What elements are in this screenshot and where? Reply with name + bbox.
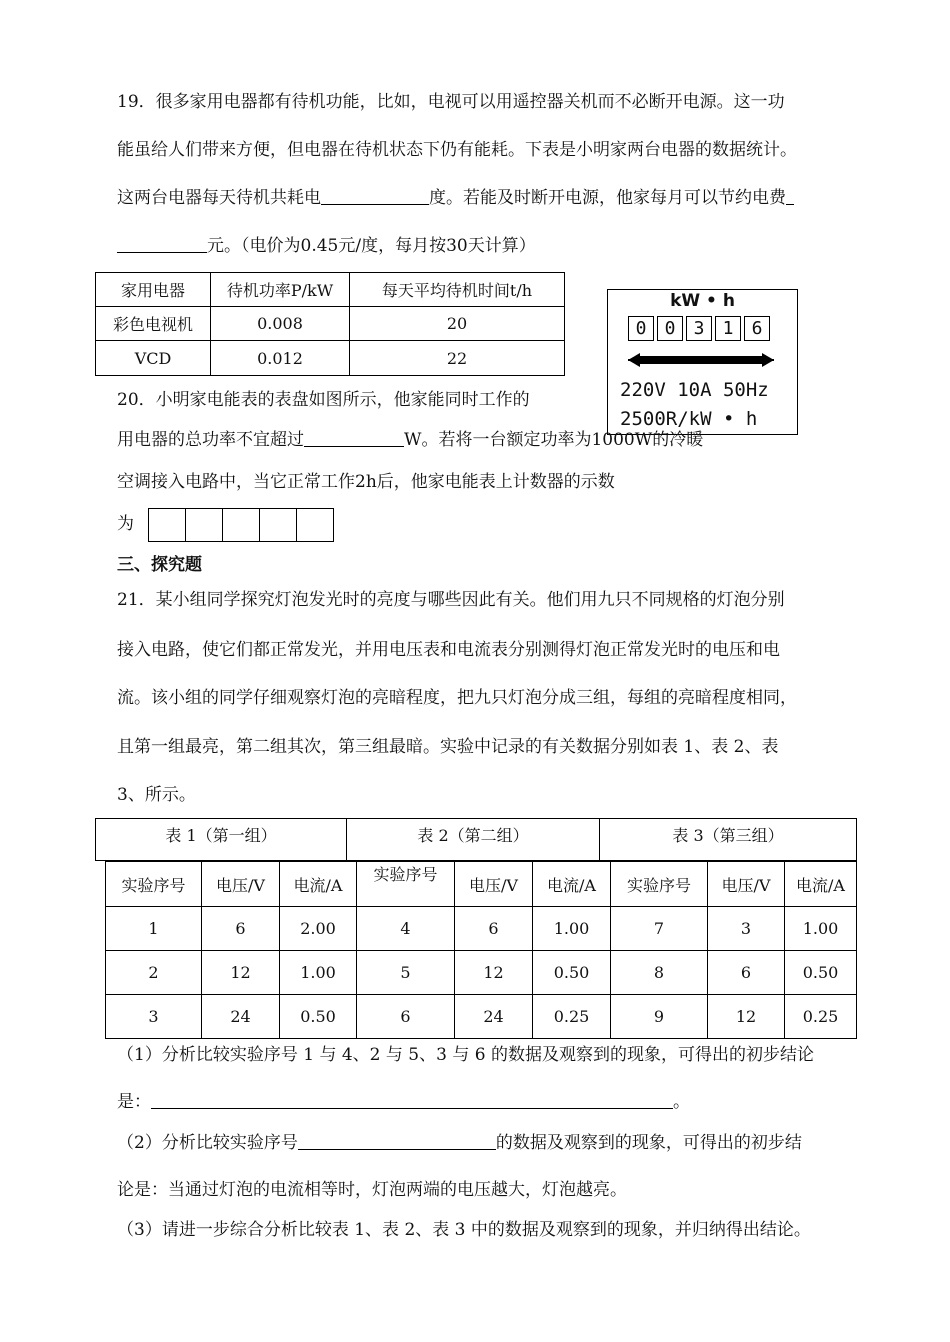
power-blank[interactable] (304, 428, 404, 447)
q19-line-3-text-b: 度。若能及时断开电源，他家每月可以节约电费 (429, 188, 786, 208)
table-cell: 0.50 (280, 995, 357, 1039)
q20-line-3: 空调接入电路中，当它正常工作2h后，他家电能表上计数器的示数 (117, 472, 615, 492)
meter-spec-constant: 2500R/kW • h (620, 408, 758, 430)
answer-box[interactable] (259, 509, 296, 541)
table-cell: 20 (350, 307, 565, 341)
group-header: 表 2（第二组） (347, 819, 600, 861)
meter-digit: 1 (715, 316, 741, 341)
q21-line-3: 流。该小组的同学仔细观察灯泡的亮暗程度，把九只灯泡分成三组，每组的亮暗程度相同， (117, 688, 797, 708)
table-row (106, 907, 857, 951)
table-header: 实验序号 (357, 862, 455, 907)
answer-box[interactable] (222, 509, 259, 541)
q21-part-2-line-2: 论是：当通过灯泡的电流相等时，灯泡两端的电压越大，灯泡越亮。 (117, 1180, 627, 1200)
table-header: 电压/V (202, 862, 280, 907)
q21-part-1-prefix: 是： (117, 1092, 151, 1112)
table-cell: 12 (708, 995, 785, 1039)
bulb-table-groups (95, 818, 857, 861)
appliance-table (95, 272, 565, 376)
electricity-meter (607, 289, 798, 435)
group-header: 表 1（第一组） (96, 819, 347, 861)
table-cell: 1.00 (280, 951, 357, 995)
table-cell: 24 (202, 995, 280, 1039)
table-cell: 24 (455, 995, 533, 1039)
q19-line-4-text: 元。（电价为0.45元/度，每月按30天计算） (207, 236, 536, 256)
q19-line-3 (117, 186, 794, 210)
q21-part-2-line-1 (117, 1131, 802, 1155)
table-cell: 0.25 (785, 995, 857, 1039)
meter-digit: 6 (744, 316, 770, 341)
meter-unit: kW • h (670, 291, 735, 311)
table-cell: 12 (455, 951, 533, 995)
meter-reading-answer-boxes[interactable] (148, 508, 334, 542)
table-header: 电流/A (280, 862, 357, 907)
table-cell: 0.008 (211, 307, 350, 341)
table-header: 实验序号 (106, 862, 202, 907)
q21-line-4: 且第一组最亮，第二组其次，第三组最暗。实验中记录的有关数据分别如表 1、表 2、表 (117, 737, 779, 757)
table-cell: 2 (106, 951, 202, 995)
meter-digit: 3 (686, 316, 712, 341)
meter-counter (628, 316, 773, 341)
q21-line-5: 3、所示。 (117, 785, 196, 805)
q20-line-2-text-b: W。若将一台额定功率为1000W的冷暖 (404, 430, 704, 450)
q21-part-2-suffix: 的数据及观察到的现象，可得出的初步结 (495, 1133, 802, 1153)
table-row (96, 307, 565, 341)
q19-line-3-text-a: 这两台电器每天待机共耗电 (117, 188, 321, 208)
table-cell: 0.25 (533, 995, 611, 1039)
q20-line-2-text-a: 用电器的总功率不宜超过 (117, 430, 304, 450)
table-cell: 3 (106, 995, 202, 1039)
table-cell: 12 (202, 951, 280, 995)
table-cell: 0.012 (211, 341, 350, 376)
table-header: 电压/V (455, 862, 533, 907)
q20-line-2 (117, 428, 703, 452)
table-cell: 8 (611, 951, 708, 995)
table-cell: 6 (455, 907, 533, 951)
meter-spec-rating: 220V 10A 50Hz (620, 379, 769, 401)
fee-blank[interactable] (117, 234, 207, 253)
answer-box[interactable] (185, 509, 222, 541)
group-header: 表 3（第三组） (600, 819, 857, 861)
q20-line-1: 20．小明家电能表的表盘如图所示，他家能同时工作的 (117, 390, 530, 410)
table-header: 电流/A (533, 862, 611, 907)
table-header: 家用电器 (96, 273, 211, 307)
table-cell: 1 (106, 907, 202, 951)
q19-line-2: 能虽给人们带来方便，但电器在待机状态下仍有能耗。下表是小明家两台电器的数据统计。 (117, 140, 797, 160)
table-cell: 9 (611, 995, 708, 1039)
answer-box[interactable] (148, 509, 185, 541)
table-cell: 3 (708, 907, 785, 951)
q19-line-4 (117, 234, 536, 258)
energy-blank[interactable] (321, 186, 429, 205)
table-cell: 1.00 (533, 907, 611, 951)
table-cell: 0.50 (533, 951, 611, 995)
fee-blank-start[interactable] (786, 186, 794, 205)
table-row (106, 951, 857, 995)
q21-line-1: 21．某小组同学探究灯泡发光时的亮度与哪些因此有关。他们用九只不同规格的灯泡分别 (117, 590, 785, 610)
meter-digit: 0 (657, 316, 683, 341)
q21-part-3-line-1: （3）请进一步综合分析比较表 1、表 2、表 3 中的数据及观察到的现象，并归纳得出结论。 (117, 1220, 811, 1240)
table-cell: 2.00 (280, 907, 357, 951)
conclusion-1-blank[interactable] (151, 1090, 673, 1109)
q21-part-2-prefix: （2）分析比较实验序号 (117, 1133, 298, 1153)
table-cell: VCD (96, 341, 211, 376)
table-header: 实验序号 (611, 862, 708, 907)
q20-line-4: 为 (117, 514, 134, 534)
meter-rotor-disc-icon (626, 350, 776, 370)
bulb-data-table (105, 861, 857, 1039)
table-cell: 7 (611, 907, 708, 951)
section-title: 三、探究题 (117, 555, 202, 575)
table-cell: 彩色电视机 (96, 307, 211, 341)
q19-line-1: 19．很多家用电器都有待机功能，比如，电视可以用遥控器关机而不必断开电源。这一功 (117, 92, 785, 112)
q21-part-1-line-2 (117, 1090, 690, 1114)
table-cell: 1.00 (785, 907, 857, 951)
q21-line-2: 接入电路，使它们都正常发光，并用电压表和电流表分别测得灯泡正常发光时的电压和电 (117, 640, 780, 660)
table-cell: 4 (357, 907, 455, 951)
table-row (106, 995, 857, 1039)
q21-part-1-line-1: （1）分析比较实验序号 1 与 4、2 与 5、3 与 6 的数据及观察到的现象，可得出的初步结论 (117, 1045, 814, 1065)
experiment-numbers-blank[interactable] (298, 1131, 496, 1150)
table-header: 电压/V (708, 862, 785, 907)
table-header: 每天平均待机时间t/h (350, 273, 565, 307)
answer-box[interactable] (296, 509, 334, 541)
table-cell: 0.50 (785, 951, 857, 995)
table-cell: 5 (357, 951, 455, 995)
q21-part-1-suffix: 。 (673, 1092, 690, 1112)
table-cell: 6 (708, 951, 785, 995)
table-row (96, 341, 565, 376)
table-header: 电流/A (785, 862, 857, 907)
table-header: 待机功率P/kW (211, 273, 350, 307)
table-cell: 6 (202, 907, 280, 951)
meter-digit: 0 (628, 316, 654, 341)
table-cell: 22 (350, 341, 565, 376)
table-cell: 6 (357, 995, 455, 1039)
